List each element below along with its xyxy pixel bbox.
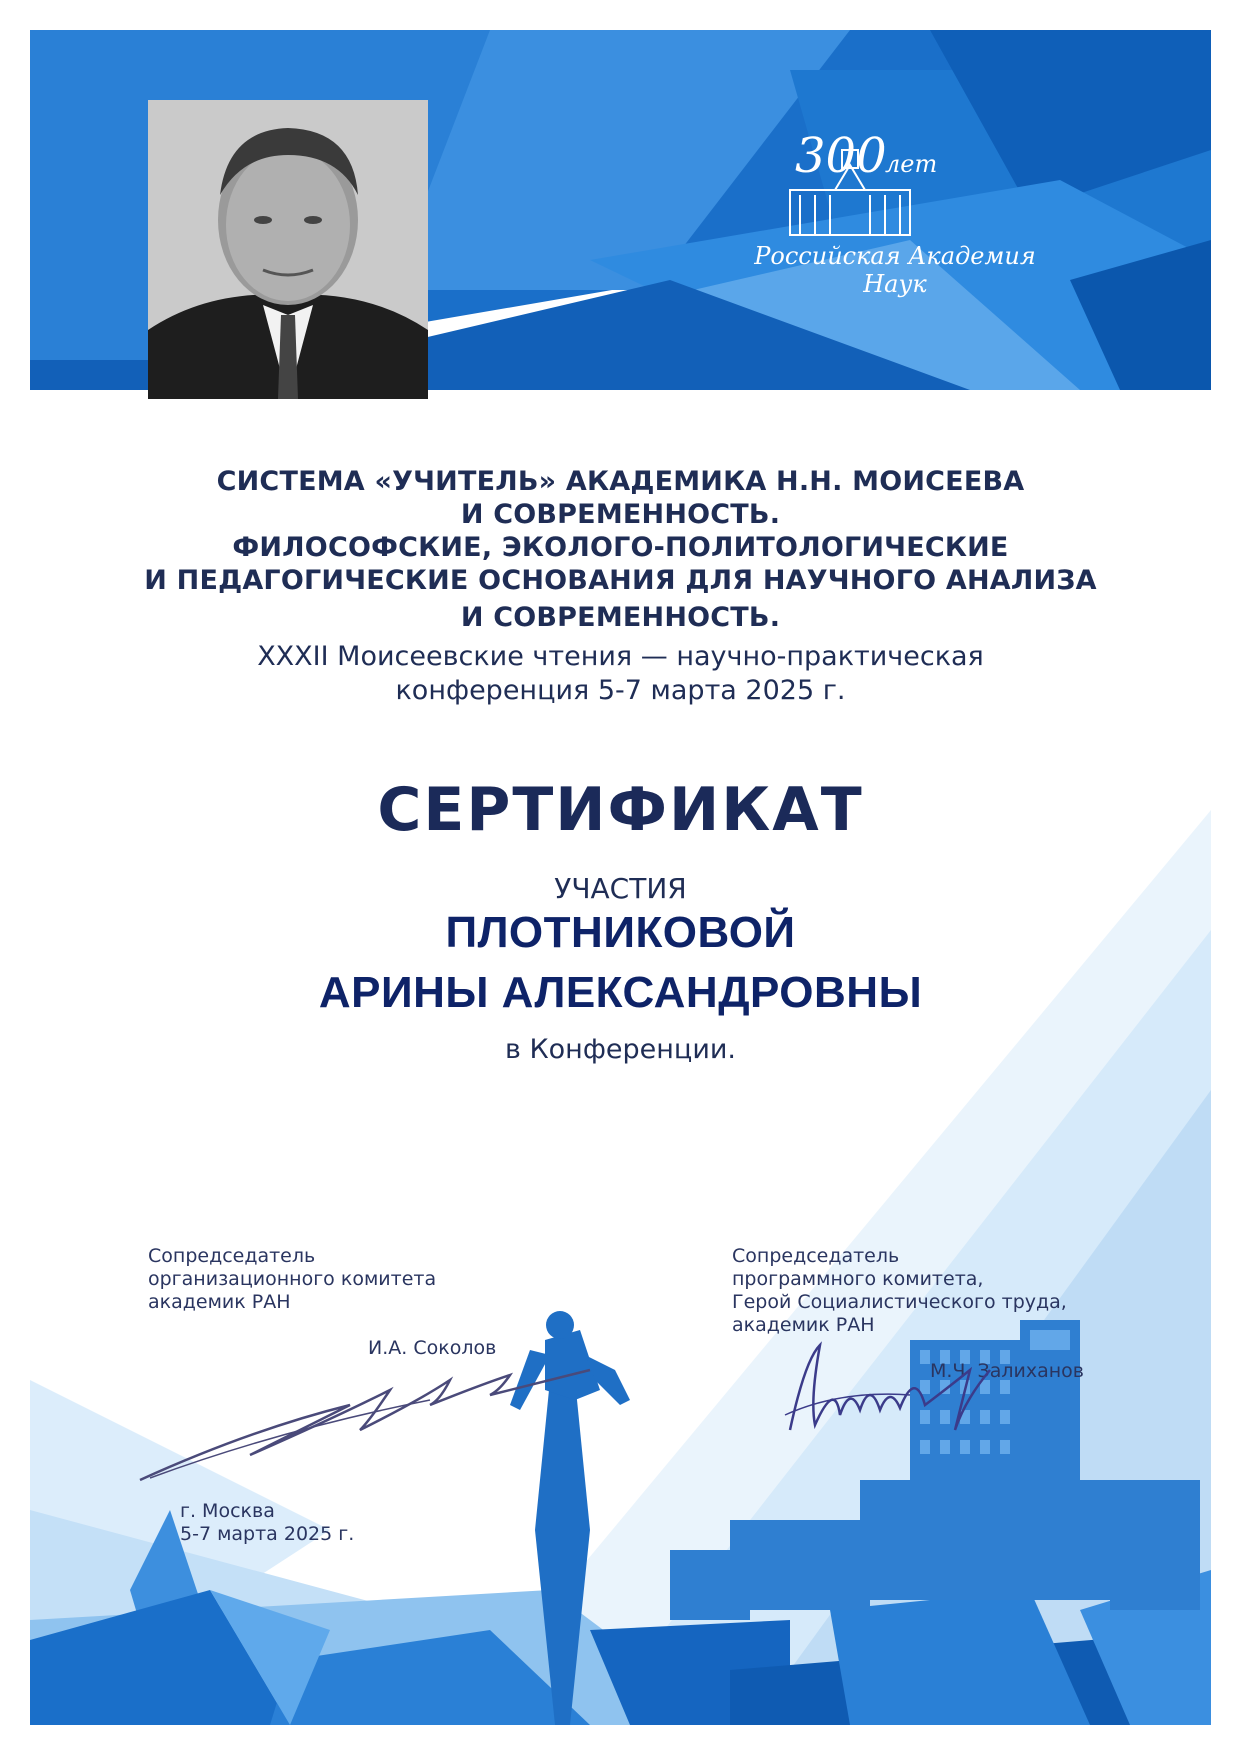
- left-signatory-name: И.А. Соколов: [368, 1337, 497, 1359]
- recipient-surname: ПЛОТНИКОВОЙ: [445, 908, 796, 957]
- certificate-heading: СЕРТИФИКАТ: [377, 775, 864, 845]
- title-line: И ПЕДАГОГИЧЕСКИЕ ОСНОВАНИЯ ДЛЯ НАУЧНОГО АНАЛИЗА: [144, 565, 1097, 596]
- participation-label: УЧАСТИЯ: [554, 872, 687, 905]
- title-line: ФИЛОСОФСКИЕ, ЭКОЛОГО-ПОЛИТОЛОГИЧЕСКИЕ: [232, 532, 1009, 563]
- emblem-caption: Российская Академия Наук: [754, 242, 1036, 298]
- title-line: СИСТЕМА «УЧИТЕЛЬ» АКАДЕМИКА Н.Н. МОИСЕЕВА: [216, 466, 1025, 497]
- date: 5-7 марта 2025 г.: [180, 1523, 355, 1545]
- recipient-given-names: АРИНЫ АЛЕКСАНДРОВНЫ: [318, 968, 923, 1017]
- event-label: в Конференции.: [505, 1034, 736, 1065]
- title-line: И СОВРЕМЕННОСТЬ.: [460, 602, 781, 633]
- role-line: организационного комитета: [148, 1268, 437, 1290]
- ras-300-emblem: [730, 110, 1060, 300]
- right-signatory-name: М.Ч. Залиханов: [930, 1360, 1084, 1382]
- conference-title: [30, 465, 1211, 634]
- role-line: академик РАН: [148, 1291, 291, 1313]
- conference-subtitle: [30, 640, 1211, 708]
- portrait-photo: [148, 100, 428, 399]
- role-line: Герой Социалистического труда,: [732, 1291, 1067, 1313]
- subtitle-line: XXXII Моисеевские чтения — научно-практическая: [257, 641, 984, 672]
- certificate-sheet: [30, 30, 1211, 1725]
- role-line: Сопредседатель: [732, 1245, 900, 1267]
- role-line: программного комитета,: [732, 1268, 984, 1290]
- title-line: И СОВРЕМЕННОСТЬ.: [460, 499, 781, 530]
- place-and-date: [180, 1500, 354, 1546]
- right-signature: [780, 1330, 1010, 1450]
- left-signature: [130, 1360, 600, 1490]
- emblem-number: 300: [795, 128, 887, 184]
- city: г. Москва: [180, 1500, 275, 1522]
- role-line: академик РАН: [732, 1314, 875, 1336]
- emblem-suffix: лет: [885, 150, 938, 178]
- role-line: Сопредседатель: [148, 1245, 316, 1267]
- right-signatory-role: [732, 1245, 1067, 1337]
- left-signatory-role: [148, 1245, 436, 1314]
- subtitle-line: конференция 5-7 марта 2025 г.: [395, 675, 846, 706]
